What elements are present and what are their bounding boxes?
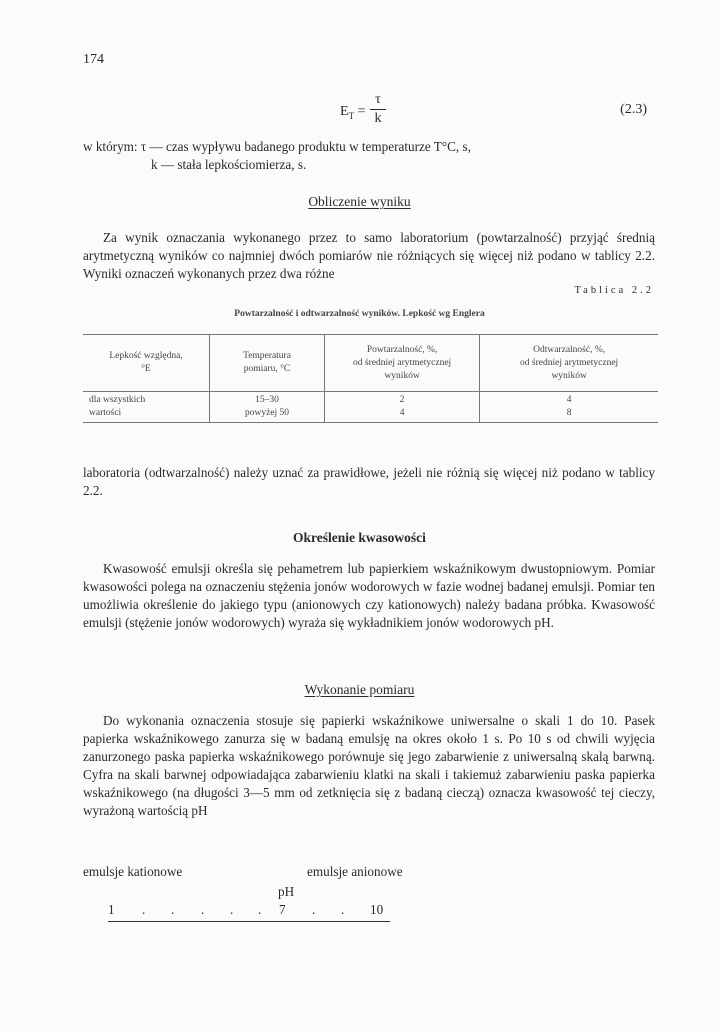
formula-denominator: k xyxy=(374,111,382,126)
scale-label-anionic: emulsje anionowe xyxy=(307,864,403,879)
scale-dot: . xyxy=(341,902,345,917)
table-label: Tablica 2.2 xyxy=(574,285,654,296)
formula-numerator: τ xyxy=(375,92,381,107)
section-heading-result: Obliczenie wyniku xyxy=(308,194,411,209)
cell-viscosity: dla wszystkich wartości xyxy=(83,392,210,423)
scale-max: 10 xyxy=(370,902,384,917)
header-reproducibility: Odtwarzalność, %, od średniej arytmetycznej wyników xyxy=(480,335,658,392)
ph-scale xyxy=(108,902,390,924)
table-title: Powtarzalność i odtwarzalność wyników. Lepkość wg Englera xyxy=(234,309,485,319)
formula-2-3 xyxy=(340,92,480,132)
cell-repeatability: 2 4 xyxy=(325,392,480,423)
paragraph-acidity: Kwasowość emulsji określa się pehametrem lub papierkiem wskaźnikowym dwustopniowym. Pomiar kwasowości polega na oznaczeniu stężenia jonów wodorowych w fazie wodnej badanej emulsji. Pomiar ten umożliwia określenie do jakiego typu (anionowych czy kationowych) należy badana próbka. Kwasowość emulsji (stężenie jonów wodorowych) wyraża się wykładnikiem jonów wodorowych pH. xyxy=(83,561,655,630)
scale-mid: 7 xyxy=(279,902,286,917)
scale-dot: . xyxy=(258,902,262,917)
scale-dot: . xyxy=(201,902,205,917)
header-viscosity: Lepkość względna, °E xyxy=(83,335,210,392)
scale-dot: . xyxy=(171,902,175,917)
paragraph-measurement: Do wykonania oznaczenia stosuje się papierki wskaźnikowe uniwersalne o skali 1 do 10. Pasek papierka wskaźnikowego zanurza się w badaną emulsję na okres około 1 s. Po 10 s od chwili wyjęcia zanurzonego paska papierka wskaźnikowego porównuje się jego zabarwienie z uniwersalną skalą barwną. Cyfra na skali barwnej odpowiadająca zabarwieniu klatki na skali i takiemuż zabarwieniu paska papierka wskaźnikowego (na długości 3—5 mm od zetknięcia się z badaną cieczą) oznacza kwasowość tej cieczy, wyrażoną wartością pH xyxy=(83,713,655,818)
scale-dot: . xyxy=(142,902,146,917)
scale-label-cationic: emulsje kationowe xyxy=(83,864,183,879)
formula-lhs: $E_T$ = xyxy=(340,104,366,121)
cell-reproducibility: 4 8 xyxy=(480,392,658,423)
formula-legend: w którym: τ — czas wypływu badanego produktu w temperaturze T°C, s, k — stała lepkościomierza, s. xyxy=(83,139,471,172)
table-row xyxy=(83,392,658,423)
section-heading-acidity: Określenie kwasowości xyxy=(293,530,426,545)
scale-min: 1 xyxy=(108,902,115,917)
scale-dot: . xyxy=(230,902,234,917)
header-repeatability: Powtarzalność, %, od średniej arytmetycznej wyników xyxy=(325,335,480,392)
cell-temperature: 15–30 powyżej 50 xyxy=(210,392,325,423)
repeatability-table xyxy=(83,334,658,423)
scale-line xyxy=(108,921,390,922)
header-temperature: Temperatura pomiaru, °C xyxy=(210,335,325,392)
scale-dot: . xyxy=(312,902,316,917)
section-heading-measurement: Wykonanie pomiaru xyxy=(304,682,415,697)
table-header-row xyxy=(83,335,658,392)
paragraph-reproducibility: laboratoria (odtwarzalność) należy uznać za prawidłowe, jeżeli nie różnią się więcej niż podano w tablicy 2.2. xyxy=(83,465,655,498)
page-number: 174 xyxy=(83,52,104,67)
equation-number: (2.3) xyxy=(620,102,647,117)
paragraph-result: Za wynik oznaczania wykonanego przez to samo laboratorium (powtarzalność) przyjąć średnią arytmetyczną wyników co najmniej dwóch pomiarów nie różniących się więcej niż podano w tablicy 2.2. Wyniki oznaczeń wykonanych przez dwa różne xyxy=(83,230,655,281)
formula-fraction xyxy=(370,92,386,127)
scale-label-ph: pH xyxy=(278,884,295,899)
